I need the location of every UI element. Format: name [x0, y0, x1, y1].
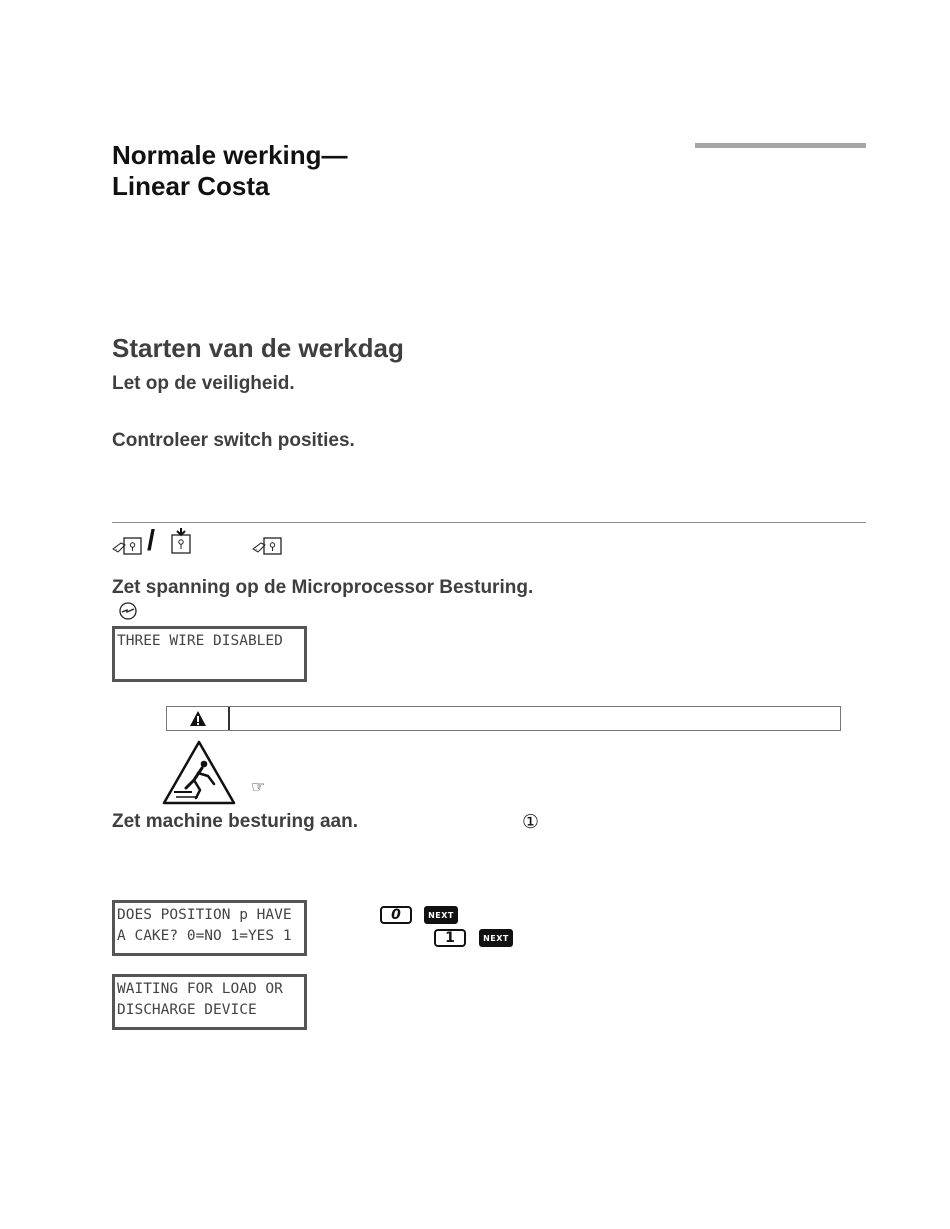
page-title-line-1: Normale werking—: [112, 140, 348, 170]
header-rule: [695, 143, 866, 148]
lcd-line: WAITING FOR LOAD OR: [117, 981, 283, 997]
key-next-button[interactable]: NEXT: [424, 906, 458, 924]
section-divider: [112, 522, 866, 523]
key-next-button[interactable]: NEXT: [479, 929, 513, 947]
page-title: [112, 140, 348, 202]
entanglement-hazard-icon: [162, 740, 236, 806]
lcd-display-waiting: [112, 974, 307, 1030]
lcd-line: THREE WIRE DISABLED: [117, 633, 283, 649]
key-one-button[interactable]: 1: [434, 929, 466, 947]
lcd-display-three-wire: [112, 626, 307, 682]
key-switch-icon: [252, 533, 284, 555]
section-title: Starten van de werkdag: [112, 333, 404, 363]
slash-separator: /: [147, 525, 156, 557]
power-heading: Zet spanning op de Microprocessor Besturing.: [112, 577, 534, 598]
safety-heading: Let op de veiligheid.: [112, 373, 295, 394]
switch-heading: Controleer switch posities.: [112, 430, 355, 451]
key-switch-icon: [112, 533, 144, 555]
lcd-display-cake-question: [112, 900, 307, 956]
power-on-icon: [118, 601, 138, 621]
page-title-line-2: Linear Costa: [112, 171, 270, 201]
lcd-line: DOES POSITION p HAVE: [117, 907, 292, 923]
key-insert-icon: [169, 527, 193, 555]
lcd-line: A CAKE? 0=NO 1=YES 1: [117, 928, 292, 944]
warning-banner: [166, 706, 841, 731]
pointing-hand-icon: ☞: [251, 779, 266, 796]
warning-label-cell: [167, 707, 230, 730]
warning-triangle-icon: [189, 710, 207, 727]
step-marker: ①: [522, 812, 540, 833]
lcd-line: DISCHARGE DEVICE: [117, 1002, 257, 1018]
key-zero-button[interactable]: 0: [380, 906, 412, 924]
machine-heading: Zet machine besturing aan.: [112, 811, 358, 832]
